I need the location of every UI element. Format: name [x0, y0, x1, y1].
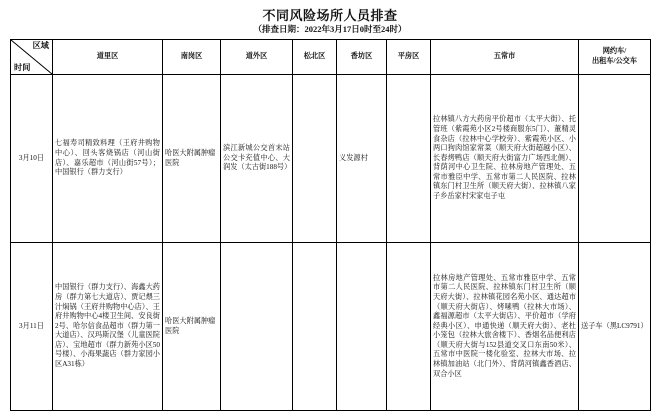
cell-songbei — [293, 75, 337, 243]
cell-daowai: 滨江新城公交首末站公交卡充值中心、大润发（太古街188号） — [221, 75, 293, 243]
row-date: 3月10日 — [11, 75, 53, 243]
cell-daoli: 七福寿司精致料理（王府井购物中心）、回头客烧锅店（河山街店）、嘉乐超市（河山街57号）；中国银行（群力支行） — [53, 75, 163, 243]
header-col-taxi-line1: 网约车/ — [602, 47, 627, 56]
page-subtitle: （排查日期：2022年3月17日0时至24时） — [253, 24, 407, 34]
header-label-area: 区域 — [32, 41, 49, 50]
header-corner-area-time — [11, 40, 53, 75]
cell-taxi — [579, 75, 651, 243]
table-row — [11, 75, 651, 243]
cell-xiangfang: 义发源村 — [337, 75, 387, 243]
table-row — [11, 243, 651, 411]
cell-nangang: 哈医大附属肿瘤医院 — [163, 75, 221, 243]
table-body — [11, 75, 651, 411]
header-col-songbei: 松北区 — [293, 40, 337, 75]
page-title: 不同风险场所人员排查 — [262, 8, 398, 23]
header-col-xiangfang: 香坊区 — [337, 40, 387, 75]
header-col-daoli: 道里区 — [53, 40, 163, 75]
risk-locations-table — [10, 39, 651, 411]
cell-taxi: 送子车（黑LC9791） — [579, 243, 651, 411]
cell-daoli: 中国银行（群力支行）、海鑫大药房（群力第七大道店）、贾记煨三汁焖锅（王府井购物中心店）、王府井购物中心4楼卫生间、安良街2号、哈尔信食品超市（群力第一大道店）、汉玛斯汉堡（儿童医院店）、宝地超市（群力新苑小区50号楼）、小海果蔬店（群力家园小区A31栋） — [53, 243, 163, 411]
cell-xiangfang — [337, 243, 387, 411]
header-col-pingfang: 平房区 — [387, 40, 431, 75]
header-col-taxi-line2: 出租车/公交车 — [591, 57, 638, 65]
header-col-daowai: 道外区 — [221, 40, 293, 75]
table-header — [11, 40, 651, 75]
cell-daowai — [221, 243, 293, 411]
cell-wuchang: 拉林房地产管理处、五常市雅臣中学、五常市第二人民医院、拉林镇东门村卫生所（顺天府大街）、拉林镇花园名苑小区、通达超市（顺天府大街店）、烤嗉鸭（拉林大市场）、鑫福源超市（太平大街店）、平价超市（学府经典小区）、申通快递（顺天府大街）、老杜小笼包（拉林大旅舍楼下）、香烟名品便利店（顺天府大街与152县道交叉口东南50米）、五常市中医院一楼化验室、拉林大市场、拉林镇加油站（北门外）、背荫河镇鑫香酒店、双合小区 — [431, 243, 579, 411]
cell-songbei — [293, 243, 337, 411]
header-col-nangang: 南岗区 — [163, 40, 221, 75]
cell-nangang: 哈医大附属肿瘤医院 — [163, 243, 221, 411]
header-col-wuchang: 五常市 — [431, 40, 579, 75]
header-col-taxi — [579, 40, 651, 75]
cell-pingfang — [387, 75, 431, 243]
header-row — [11, 40, 651, 75]
row-date: 3月11日 — [11, 243, 53, 411]
cell-wuchang: 拉林镇八方大药房平价超市（太平大街）、托管班（紫霞苑小区2号楼商服东5门）、董精灵食杂店（拉林中心学校旁）、紫霞苑小区、小两口狗肉馆家常菜（顺天府大街超越小区）、长春烤鸭店（顺天府大街富力广场西北侧）、背荫河中心卫生院、拉林房地产管理处、五常市雅臣中学、五常市第二人民医院、拉林镇东门村卫生所（顺天府大街）、拉林镇八家子乡岳家村宋家屯子屯 — [431, 75, 579, 243]
header-label-time: 时间 — [14, 63, 31, 72]
cell-pingfang — [387, 243, 431, 411]
